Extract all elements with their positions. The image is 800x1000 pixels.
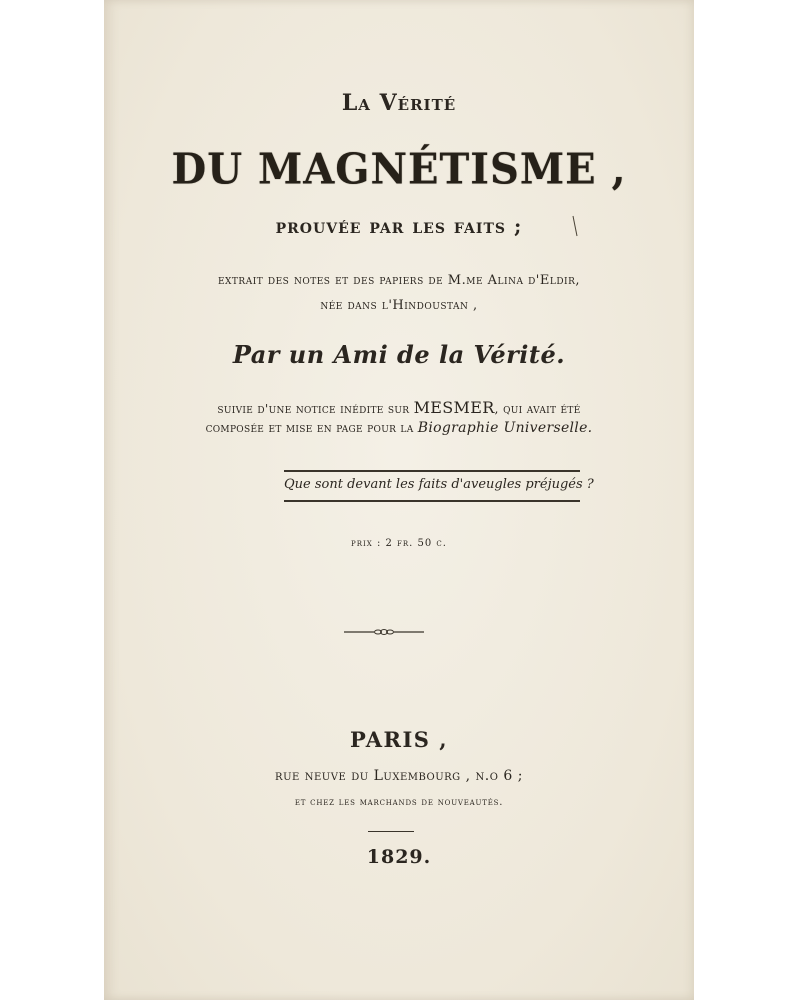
- main-title: DU MAGNÉTISME ,: [171, 144, 627, 195]
- notice-line-1: [104, 398, 694, 417]
- epigraph: Que sont devant les faits d'aveugles préjugés ?: [284, 477, 594, 492]
- notice-line-2: [104, 420, 694, 436]
- book-title-page: [104, 0, 694, 1000]
- extract-line: extrait des notes et des papiers de M.me Alina d'Eldir,: [217, 273, 581, 288]
- notice-text-1a: suivie d'une notice inédite sur: [217, 401, 410, 416]
- notice-text-1c: , qui avait été: [494, 401, 581, 416]
- author-line: Par un Ami de la Vérité.: [232, 340, 566, 369]
- epigraph-rule-bottom: [284, 500, 580, 502]
- notice-name-mesmer: MESMER: [413, 398, 495, 417]
- ornament-divider: [344, 626, 424, 638]
- imprint-sellers: et chez les marchands de nouveautés.: [294, 797, 504, 808]
- ink-mark-decoration: [571, 215, 579, 237]
- imprint-address: rue neuve du Luxembourg , n.o 6 ;: [275, 768, 523, 784]
- title-line-1: La Vérité: [341, 90, 457, 116]
- notice-work-title: Biographie Universelle.: [417, 420, 593, 436]
- publication-year: 1829.: [366, 846, 432, 868]
- year-rule: [368, 831, 414, 832]
- imprint-city: PARIS ,: [349, 727, 449, 752]
- notice-text-2a: composée et mise en page pour la: [205, 420, 414, 435]
- born-line: née dans l'Hindoustan ,: [320, 298, 478, 313]
- subtitle: prouvée par les faits ;: [275, 214, 523, 238]
- price-line: prix : 2 fr. 50 c.: [351, 538, 447, 549]
- epigraph-rule-top: [284, 470, 580, 472]
